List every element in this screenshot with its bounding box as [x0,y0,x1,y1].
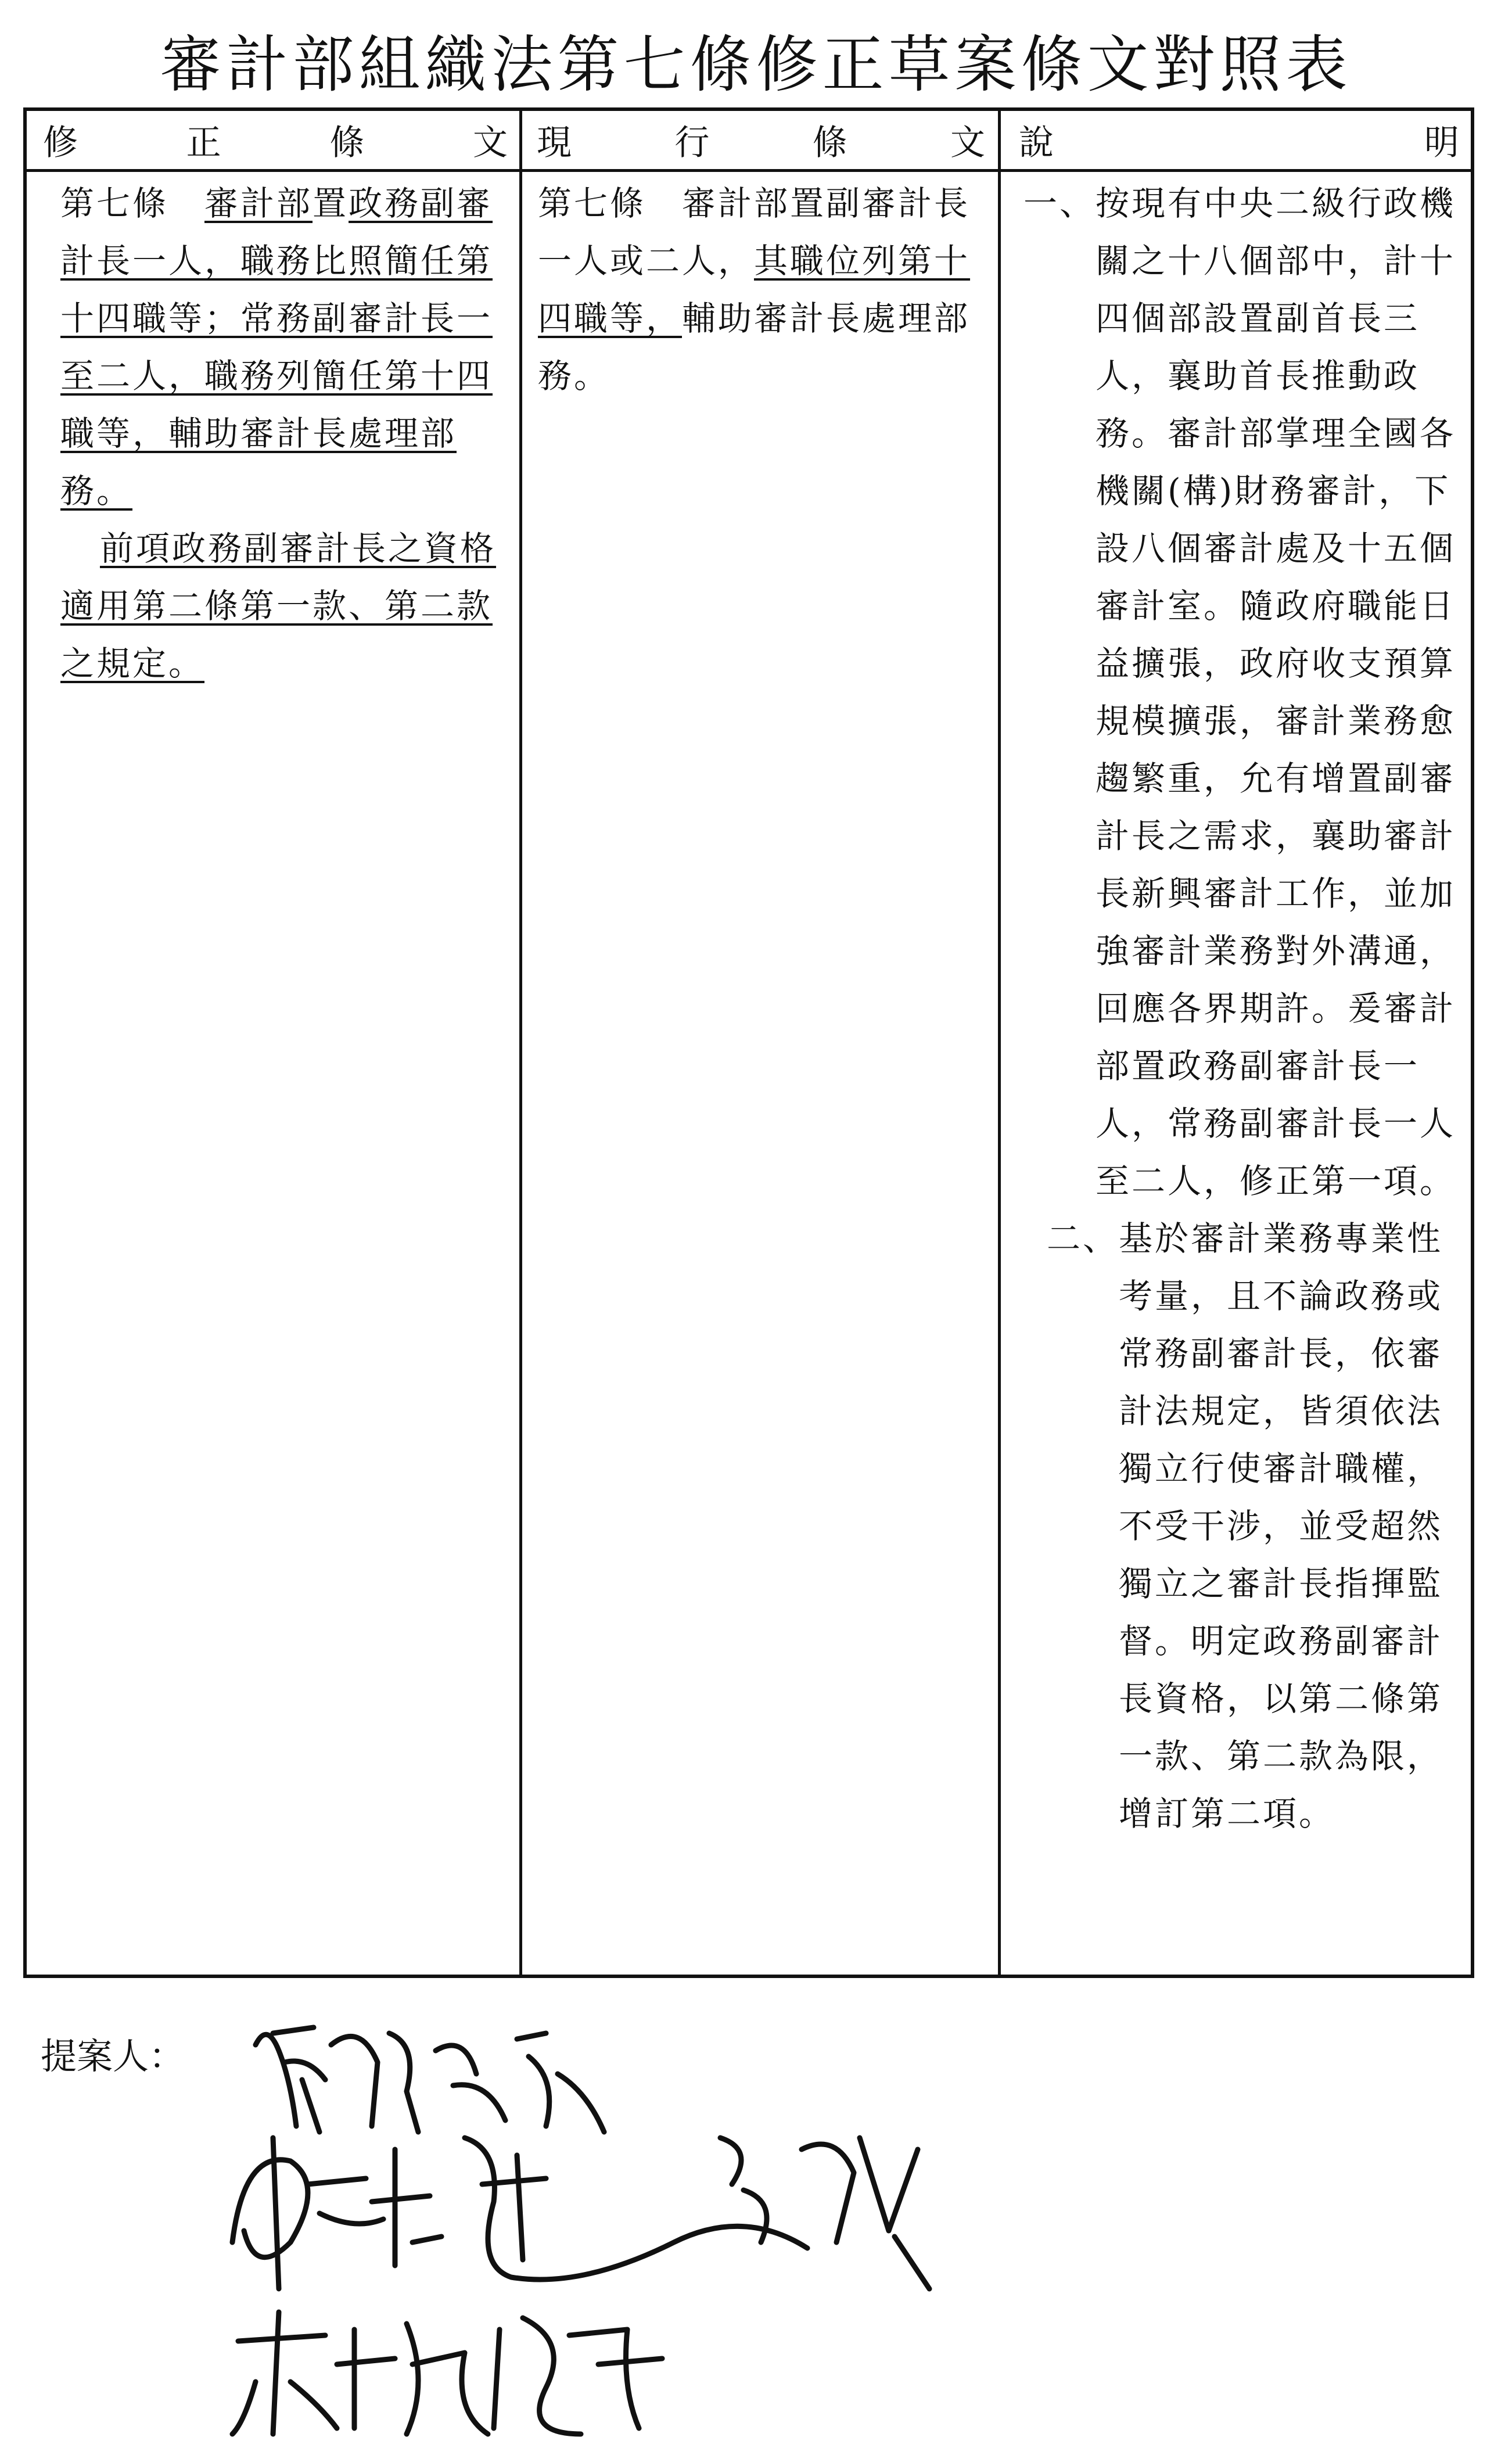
header-amended [43,111,508,169]
header-current [526,111,985,169]
item-text: 基於審計業務專業性考量，且不論政務或常務副審計長，依審計法規定，皆須依法獨立行使審計職權，不受干涉，並受超然獨立之審計長指揮監督。明定政務副審計長資格，以第二條第一款、第二款為限，增訂第二項。 [1119,1219,1443,1833]
current-paragraph-1 [538,175,985,405]
explanation-item-1 [1014,175,1473,1210]
column-divider [998,111,1001,1975]
header-current-char: 現 [537,123,572,163]
explanation-item-2 [1014,1210,1473,1843]
item-number: 二、 [1046,1219,1119,1258]
header-amended-char: 修 [43,123,78,163]
table-header-row [27,111,1471,172]
amended-text-column [60,175,508,692]
amended-paragraph-1 [60,175,508,520]
header-amended-char: 正 [186,123,221,163]
header-current-char: 條 [812,123,847,163]
column-divider [519,111,522,1975]
signature-2 [221,2115,976,2303]
amended-underlined-text: 前項政務副審計長之資格適用第二條第一款、第二款之規定。 [60,529,497,683]
amended-underlined-text: 政務副審計長一人，職務比照簡任第十四職等；常務副審計長一至二人，職務列簡任第十四職等，輔助審計長處理部務。 [60,184,493,511]
amended-paragraph-2 [60,520,508,692]
header-current-char: 文 [950,123,985,163]
header-explanation-char: 說 [1019,123,1054,163]
item-text: 按現有中央二級行政機關之十八個部中，計十四個部設置副首長三人，襄助首長推動政務。審計部掌理全國各機關(構)財務審計，下設八個審計處及十五個審計室。隨政府職能日益擴張，政府收支預算規模擴張，審計業務愈趨繁重，允有增置副審計長之需求，襄助審計長新興審計工作，並加強審計業務對外溝通，回應各界期許。爰審計部置政務副審計長一人，常務副審計長一人至二人，修正第一項。 [1096,184,1456,1201]
signature-3 [221,2295,685,2448]
current-text: 輔助審計長處理部務。 [538,299,971,396]
comparison-table [23,107,1474,1978]
header-explanation [1006,111,1459,169]
item-number: 一、 [1023,184,1096,223]
proposer-label: 提案人： [41,2035,185,2077]
current-text: 第七條 審計部置副審計長一人或二人， [538,184,971,281]
document-title: 審計部組織法第七條修正草案條文對照表 [160,29,1352,100]
header-amended-char: 條 [329,123,365,163]
header-current-char: 行 [674,123,710,163]
explanation-column [1014,175,1473,1843]
header-explanation-char: 明 [1424,123,1459,163]
amended-text: 置 [313,184,349,223]
current-underlined-text: 其職位列第十四職等， [538,241,971,338]
current-text-column [538,175,985,405]
amended-underlined-text: 審計部 [204,184,313,223]
article-label: 第七條 [60,184,205,223]
header-amended-char: 文 [472,123,508,163]
